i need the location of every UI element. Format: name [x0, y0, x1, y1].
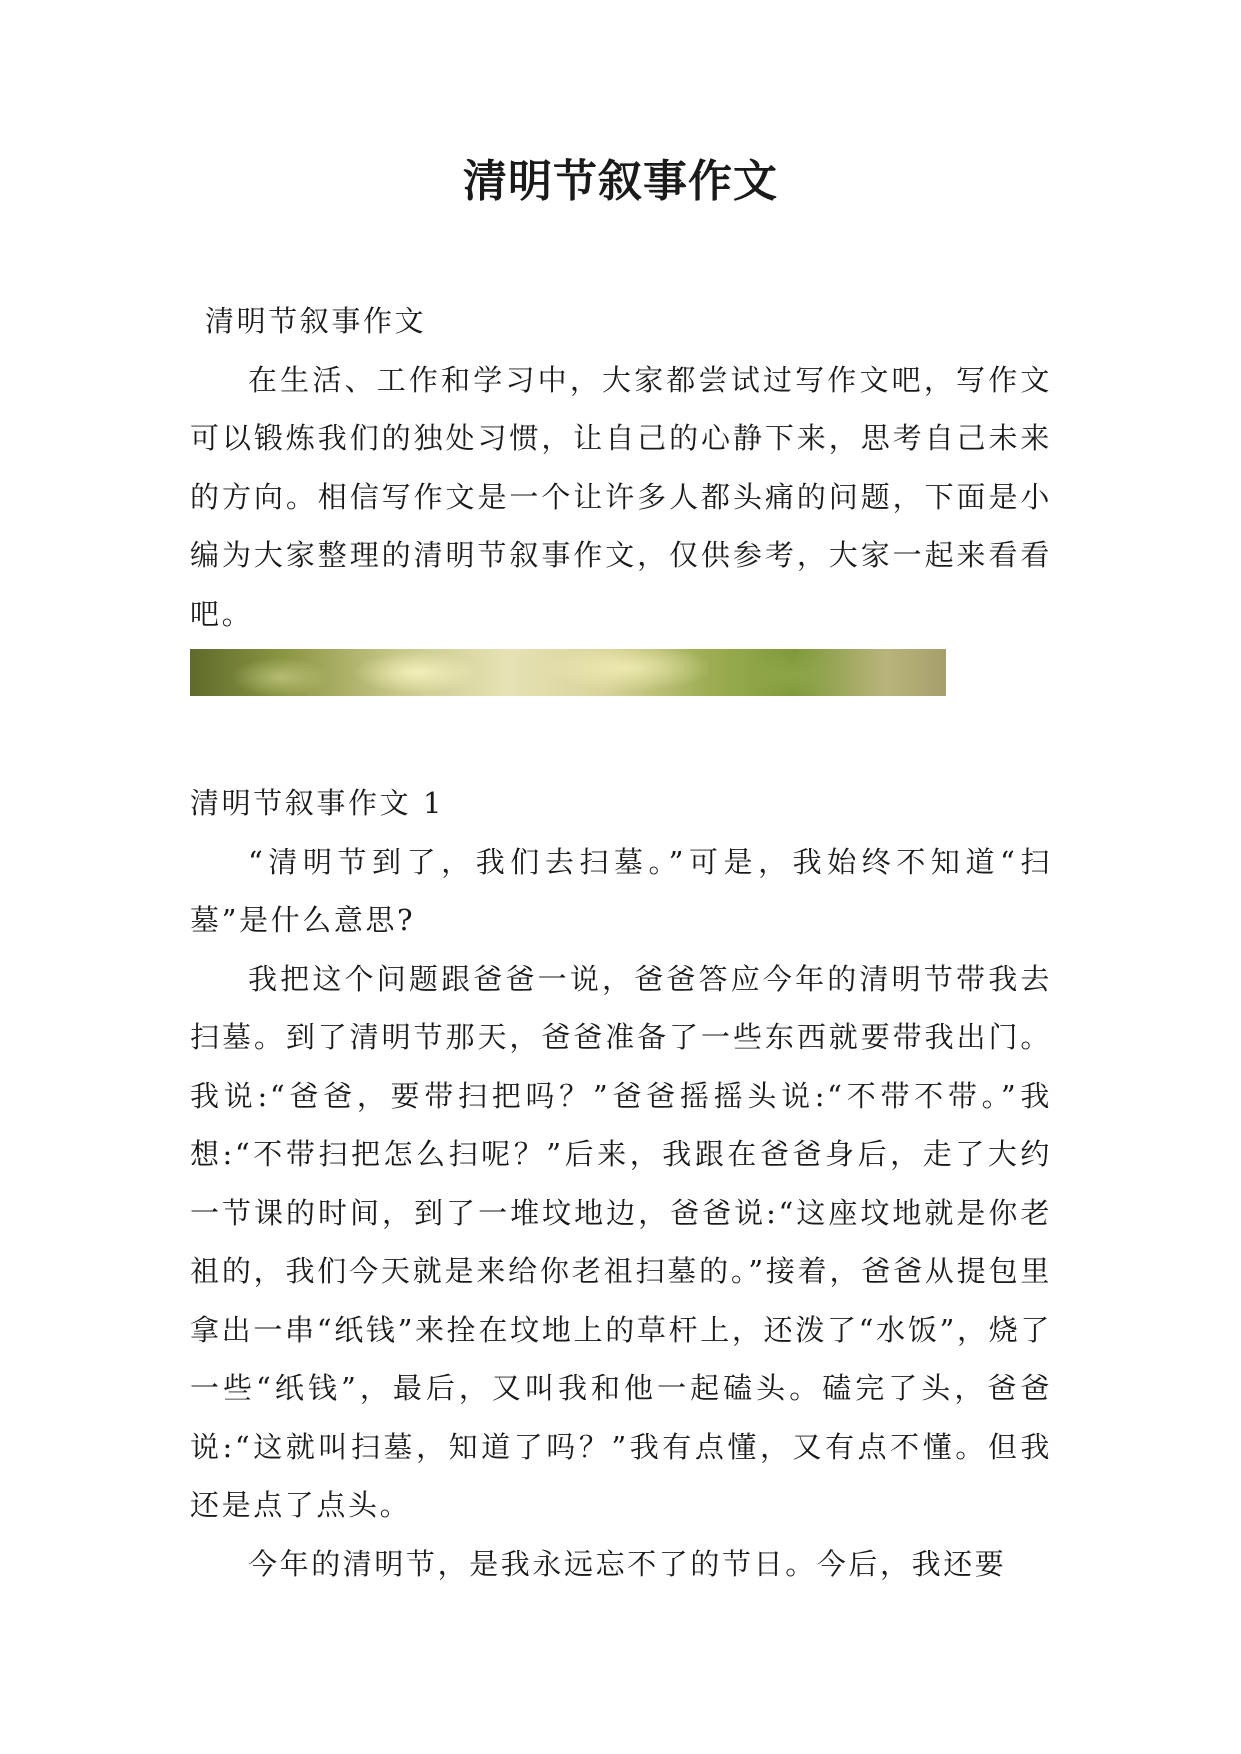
document-body [190, 292, 1052, 1593]
document-subtitle: 清明节叙事作文 [205, 304, 427, 338]
body-paragraph: “清明节到了，我们去扫墓。”可是，我始终不知道“扫墓”是什么意思? [190, 844, 1052, 937]
body-paragraph: 我把这个问题跟爸爸一说，爸爸答应今年的清明节带我去扫墓。到了清明节那天，爸爸准备了一些东西就要带我出门。我说:“爸爸，要带扫把吗？”爸爸摇摇头说:“不带不带。”我想:“不带扫把怎么扫呢？”后来，我跟在爸爸身后，走了大约一节课的时间，到了一堆坟地边，爸爸说:“这座坟地就是你老祖的，我们今天就是来给你老祖扫墓的。”接着，爸爸从提包里拿出一串“纸钱”来拴在坟地上的草杆上，还泼了“水饭”，烧了一些“纸钱”，最后，又叫我和他一起磕头。磕完了头，爸爸说:“这就叫扫墓，知道了吗？”我有点懂，又有点不懂。但我还是点了点头。 [190, 961, 1052, 1522]
section-heading: 清明节叙事作文 1 [190, 786, 445, 820]
body-paragraph: 今年的清明节，是我永远忘不了的节日。今后，我还要 [248, 1546, 1007, 1581]
intro-paragraph: 在生活、工作和学习中，大家都尝试过写作文吧，写作文可以锻炼我们的独处习惯，让自己的心静下来，思考自己未来的方向。相信写作文是一个让许多人都头痛的问题，下面是小编为大家整理的清明节叙事作文，仅供参考，大家一起来看看吧。 [190, 362, 1052, 631]
decorative-banner-image [190, 649, 946, 696]
document-title: 清明节叙事作文 [463, 156, 778, 207]
